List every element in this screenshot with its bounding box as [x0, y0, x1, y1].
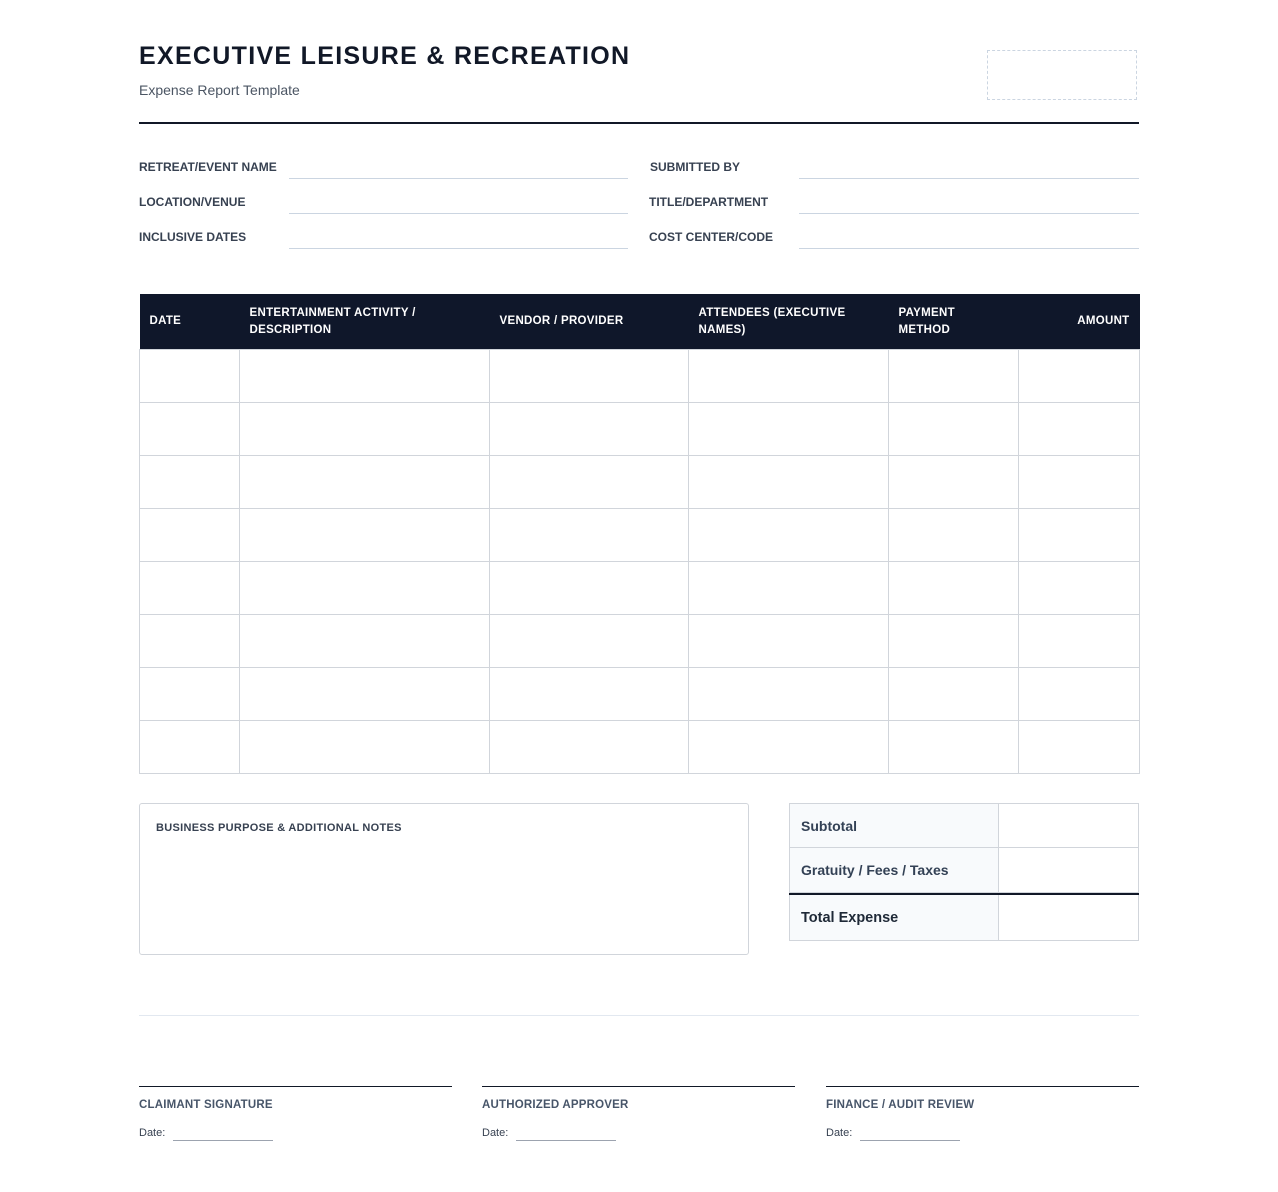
table-cell[interactable]	[1019, 509, 1140, 562]
table-cell[interactable]	[240, 403, 490, 456]
table-cell[interactable]	[140, 509, 240, 562]
notes-textarea[interactable]	[139, 803, 749, 955]
expense-table	[139, 294, 1140, 774]
subtotal-label: Subtotal	[789, 803, 998, 848]
table-cell[interactable]	[240, 721, 490, 774]
table-cell[interactable]	[140, 562, 240, 615]
finance-date-field[interactable]	[860, 1140, 960, 1141]
column-header-amount: AMOUNT	[1019, 294, 1140, 350]
table-row	[140, 509, 1140, 562]
total-row	[789, 893, 1139, 941]
table-row	[140, 668, 1140, 721]
report-title: EXECUTIVE LEISURE & RECREATION	[139, 42, 631, 70]
field-label: SUBMITTED BY	[650, 160, 740, 174]
signature-divider	[139, 1015, 1139, 1016]
total-label: Total Expense	[789, 895, 998, 941]
table-cell[interactable]	[240, 615, 490, 668]
field-label: INCLUSIVE DATES	[139, 230, 247, 244]
table-cell[interactable]	[490, 668, 689, 721]
table-cell[interactable]	[490, 509, 689, 562]
totals-table	[789, 803, 1139, 941]
submitted-by-input[interactable]	[799, 178, 1139, 179]
cost-center-input[interactable]	[799, 248, 1139, 249]
table-cell[interactable]	[240, 456, 490, 509]
table-cell[interactable]	[1019, 668, 1140, 721]
table-cell[interactable]	[889, 562, 1019, 615]
finance-signature-line[interactable]	[826, 1086, 1139, 1087]
report-subtitle: Expense Report Template	[139, 82, 300, 98]
table-cell[interactable]	[140, 456, 240, 509]
approver-date-label: Date:	[482, 1127, 509, 1139]
notes-label: BUSINESS PURPOSE & ADDITIONAL NOTES	[156, 822, 402, 834]
approver-date-field[interactable]	[516, 1140, 616, 1141]
table-cell[interactable]	[490, 615, 689, 668]
column-header-attendees: ATTENDEES (EXECUTIVE NAMES)	[689, 294, 889, 350]
logo-placeholder[interactable]	[987, 50, 1137, 100]
title-dept-input[interactable]	[799, 213, 1139, 214]
fees-row	[789, 848, 1139, 893]
table-cell[interactable]	[240, 668, 490, 721]
table-cell[interactable]	[689, 350, 889, 403]
approver-signature-line[interactable]	[482, 1086, 795, 1087]
field-label: TITLE/DEPARTMENT	[649, 195, 769, 209]
table-cell[interactable]	[889, 509, 1019, 562]
table-row	[140, 403, 1140, 456]
fees-value-field[interactable]	[998, 848, 1139, 893]
table-cell[interactable]	[1019, 562, 1140, 615]
table-cell[interactable]	[889, 615, 1019, 668]
table-cell[interactable]	[140, 615, 240, 668]
table-cell[interactable]	[689, 509, 889, 562]
table-cell[interactable]	[490, 562, 689, 615]
approver-signature-label: AUTHORIZED APPROVER	[482, 1099, 629, 1111]
subtotal-row	[789, 803, 1139, 848]
table-cell[interactable]	[140, 721, 240, 774]
finance-date-label: Date:	[826, 1127, 853, 1139]
table-cell[interactable]	[1019, 456, 1140, 509]
table-cell[interactable]	[889, 403, 1019, 456]
total-value-field[interactable]	[998, 895, 1139, 941]
table-header-row	[140, 294, 1140, 350]
event-name-input[interactable]	[289, 178, 628, 179]
finance-signature-label: FINANCE / AUDIT REVIEW	[826, 1099, 975, 1111]
table-cell[interactable]	[689, 562, 889, 615]
subtotal-value-field[interactable]	[998, 803, 1139, 848]
claimant-date-label: Date:	[139, 1127, 166, 1139]
table-cell[interactable]	[889, 668, 1019, 721]
report-header	[139, 0, 1139, 124]
column-header-activity: ENTERTAINMENT ACTIVITY / DESCRIPTION	[240, 294, 490, 350]
column-header-payment: PAYMENT METHOD	[889, 294, 1019, 350]
table-cell[interactable]	[689, 721, 889, 774]
table-cell[interactable]	[240, 509, 490, 562]
table-cell[interactable]	[1019, 615, 1140, 668]
table-cell[interactable]	[490, 721, 689, 774]
table-cell[interactable]	[140, 668, 240, 721]
dates-input[interactable]	[289, 248, 628, 249]
table-cell[interactable]	[140, 350, 240, 403]
fees-label: Gratuity / Fees / Taxes	[789, 848, 998, 893]
table-cell[interactable]	[889, 456, 1019, 509]
table-cell[interactable]	[1019, 721, 1140, 774]
table-cell[interactable]	[490, 456, 689, 509]
table-cell[interactable]	[689, 615, 889, 668]
claimant-signature-label: CLAIMANT SIGNATURE	[139, 1099, 273, 1111]
column-header-vendor: VENDOR / PROVIDER	[490, 294, 689, 350]
table-cell[interactable]	[889, 721, 1019, 774]
field-label: COST CENTER/CODE	[649, 230, 774, 244]
field-label: LOCATION/VENUE	[139, 195, 246, 209]
table-row	[140, 562, 1140, 615]
claimant-date-field[interactable]	[173, 1140, 273, 1141]
table-cell[interactable]	[240, 562, 490, 615]
location-input[interactable]	[289, 213, 628, 214]
table-row	[140, 350, 1140, 403]
table-cell[interactable]	[140, 403, 240, 456]
table-cell[interactable]	[689, 403, 889, 456]
table-cell[interactable]	[490, 350, 689, 403]
table-row	[140, 615, 1140, 668]
table-cell[interactable]	[889, 350, 1019, 403]
header-divider	[139, 122, 1139, 124]
table-cell[interactable]	[240, 350, 490, 403]
table-cell[interactable]	[1019, 403, 1140, 456]
table-row	[140, 721, 1140, 774]
claimant-signature-line[interactable]	[139, 1086, 452, 1087]
column-header-date: DATE	[140, 294, 240, 350]
field-label: RETREAT/EVENT NAME	[139, 160, 277, 174]
table-cell[interactable]	[689, 668, 889, 721]
table-cell[interactable]	[490, 403, 689, 456]
table-cell[interactable]	[1019, 350, 1140, 403]
table-cell[interactable]	[689, 456, 889, 509]
table-row	[140, 456, 1140, 509]
